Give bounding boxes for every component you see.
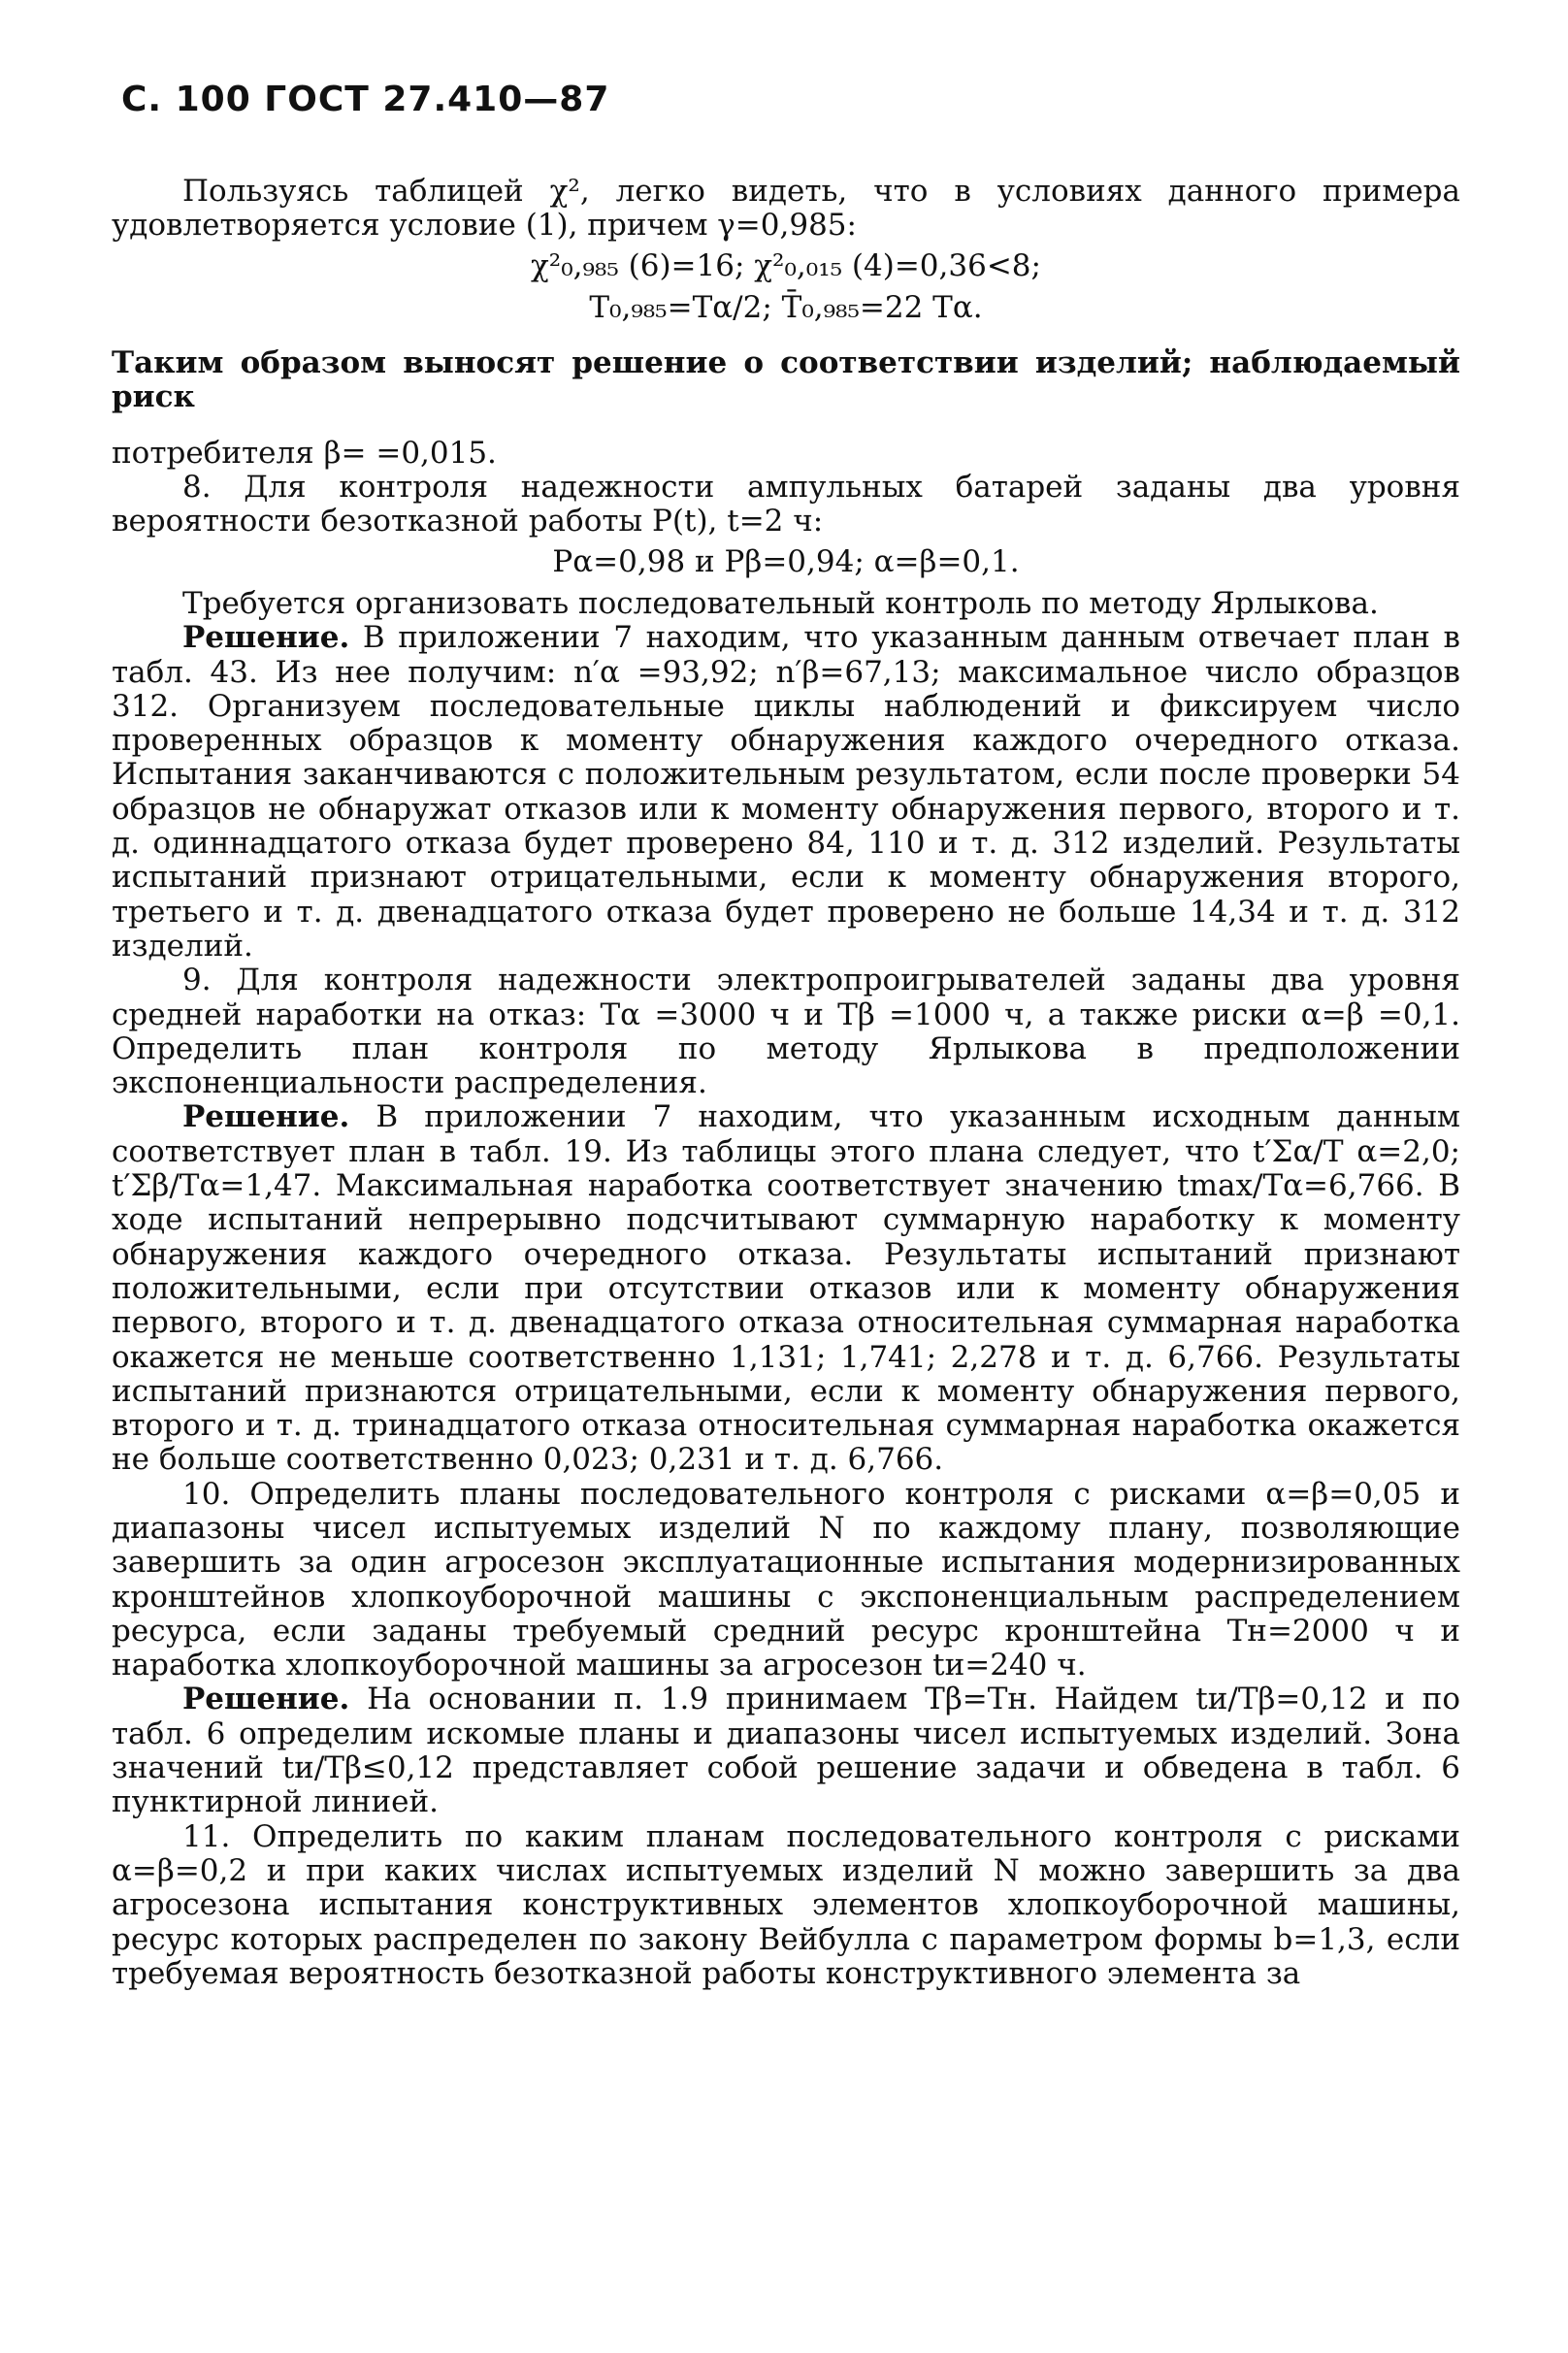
paragraph-example-9: 9. Для контроля надежности электропроигрывателей заданы два уровня средней наработки на отказ: Tα =3000 ч и Tβ =1000 ч, а также риски α=β =0,1. Определить план контроля по методу Ярлыкова в предположении экспоненциальности распределения. [112,963,1460,1101]
paragraph-example-8-solution: Решение. В приложении 7 находим, что указанным данным отвечает план в табл. 43. Из нее получим: n′α =93,92; n′β=67,13; максимальное число образцов 312. Организуем последовательные циклы наблюдений и фиксируем число проверенных образцов к моменту обнаружения каждого очередного отказа. Испытания заканчиваются с положительным результатом, если после проверки 54 образцов не обнаружат отказов или к моменту обнаружения первого, второго и т. д. одиннадцатого отказа будет проверено 84, 110 и т. д. 312 изделий. Результаты испытаний признают отрицательными, если к моменту обнаружения второго, третьего и т. д. двенадцатого отказа будет проверено не больше 14,34 и т. д. 312 изделий. [112,620,1460,964]
paragraph-example-9-solution: Решение. В приложении 7 находим, что указанным исходным данным соответствует план в табл. 19. Из таблицы этого плана следует, что t′Σα/T α=2,0; t′Σβ/Tα=1,47. Максимальная наработка соответствует значению tmax/Tα=6,766. В ходе испытаний непрерывно подсчитывают суммарную наработку к моменту обнаружения каждого очередного отказа. Результаты испытаний признают положительными, если при отсутствии отказов или к моменту обнаружения первого, второго и т. д. двенадцатого отказа относительная суммарная наработка окажется не меньше соответственно 1,131; 1,741; 2,278 и т. д. 6,766. Результаты испытаний признаются отрицательными, если к моменту обнаружения первого, второго и т. д. тринадцатого отказа относительная суммарная наработка окажется не больше соответственно 0,023; 0,231 и т. д. 6,766. [112,1099,1460,1478]
text-column [112,175,1460,1991]
paragraph-example-8-task: Требуется организовать последовательный контроль по методу Ярлыкова. [182,585,1379,621]
paragraph-example-11: 11. Определить по каким планам последовательного контроля с рисками α=β=0,2 и при каких числах испытуемых изделий N можно завершить за два агросезона испытания конструктивных элементов хлопкоуборочной машины, ресурс которых распределен по закону Вейбулла с параметром формы b=1,3, если требуемая вероятность безотказной работы конструктивного элемента за [112,1818,1460,1991]
paragraph-conclusion-bold: Таким образом выносят решение о соответствии изделий; наблюдаемый риск [112,345,1460,415]
paragraph-chi-square-intro: Пользуясь таблицей χ², легко видеть, что в условиях данного примера удовлетворяется условие (1), причем γ=0,985: [112,174,1460,244]
paragraph-example-10-solution: Решение. На основании п. 1.9 принимаем Tβ=Tн. Найдем tи/Tβ=0,12 и по табл. 6 определим искомые планы и диапазоны чисел испытуемых изделий. Зона значений tи/Tβ≤0,12 представляет собой решение задачи и обведена в табл. 6 пунктирной линией. [112,1682,1460,1820]
formula-chi-square-values: χ²₀,₉₈₅ (6)=16; χ²₀,₀₁₅ (4)=0,36<8; [531,247,1041,283]
formula-t-bounds: T₀,₉₈₅=Tα/2; T̄₀,₉₈₅=22 Tα. [589,289,983,325]
paragraph-example-10: 10. Определить планы последовательного контроля с рисками α=β=0,05 и диапазоны чисел испытуемых изделий N по каждому плану, позволяющие завершить за один агросезон эксплуатационные испытания модернизированных кронштейнов хлопкоуборочной машины с экспоненциальным распределением ресурса, если заданы требуемый средний ресурс кронштейна Tн=2000 ч и наработка хлопкоуборочной машины за агросезон tи=240 ч. [112,1476,1460,1683]
paragraph-example-8: 8. Для контроля надежности ампульных батарей заданы два уровня вероятности безотказной работы P(t), t=2 ч: [112,470,1460,539]
formula-example-8-levels: Pα=0,98 и Pβ=0,94; α=β=0,1. [552,543,1020,579]
page-header: С. 100 ГОСТ 27.410—87 [121,80,610,119]
paragraph-consumer-risk: потребителя β= =0,015. [112,435,497,471]
